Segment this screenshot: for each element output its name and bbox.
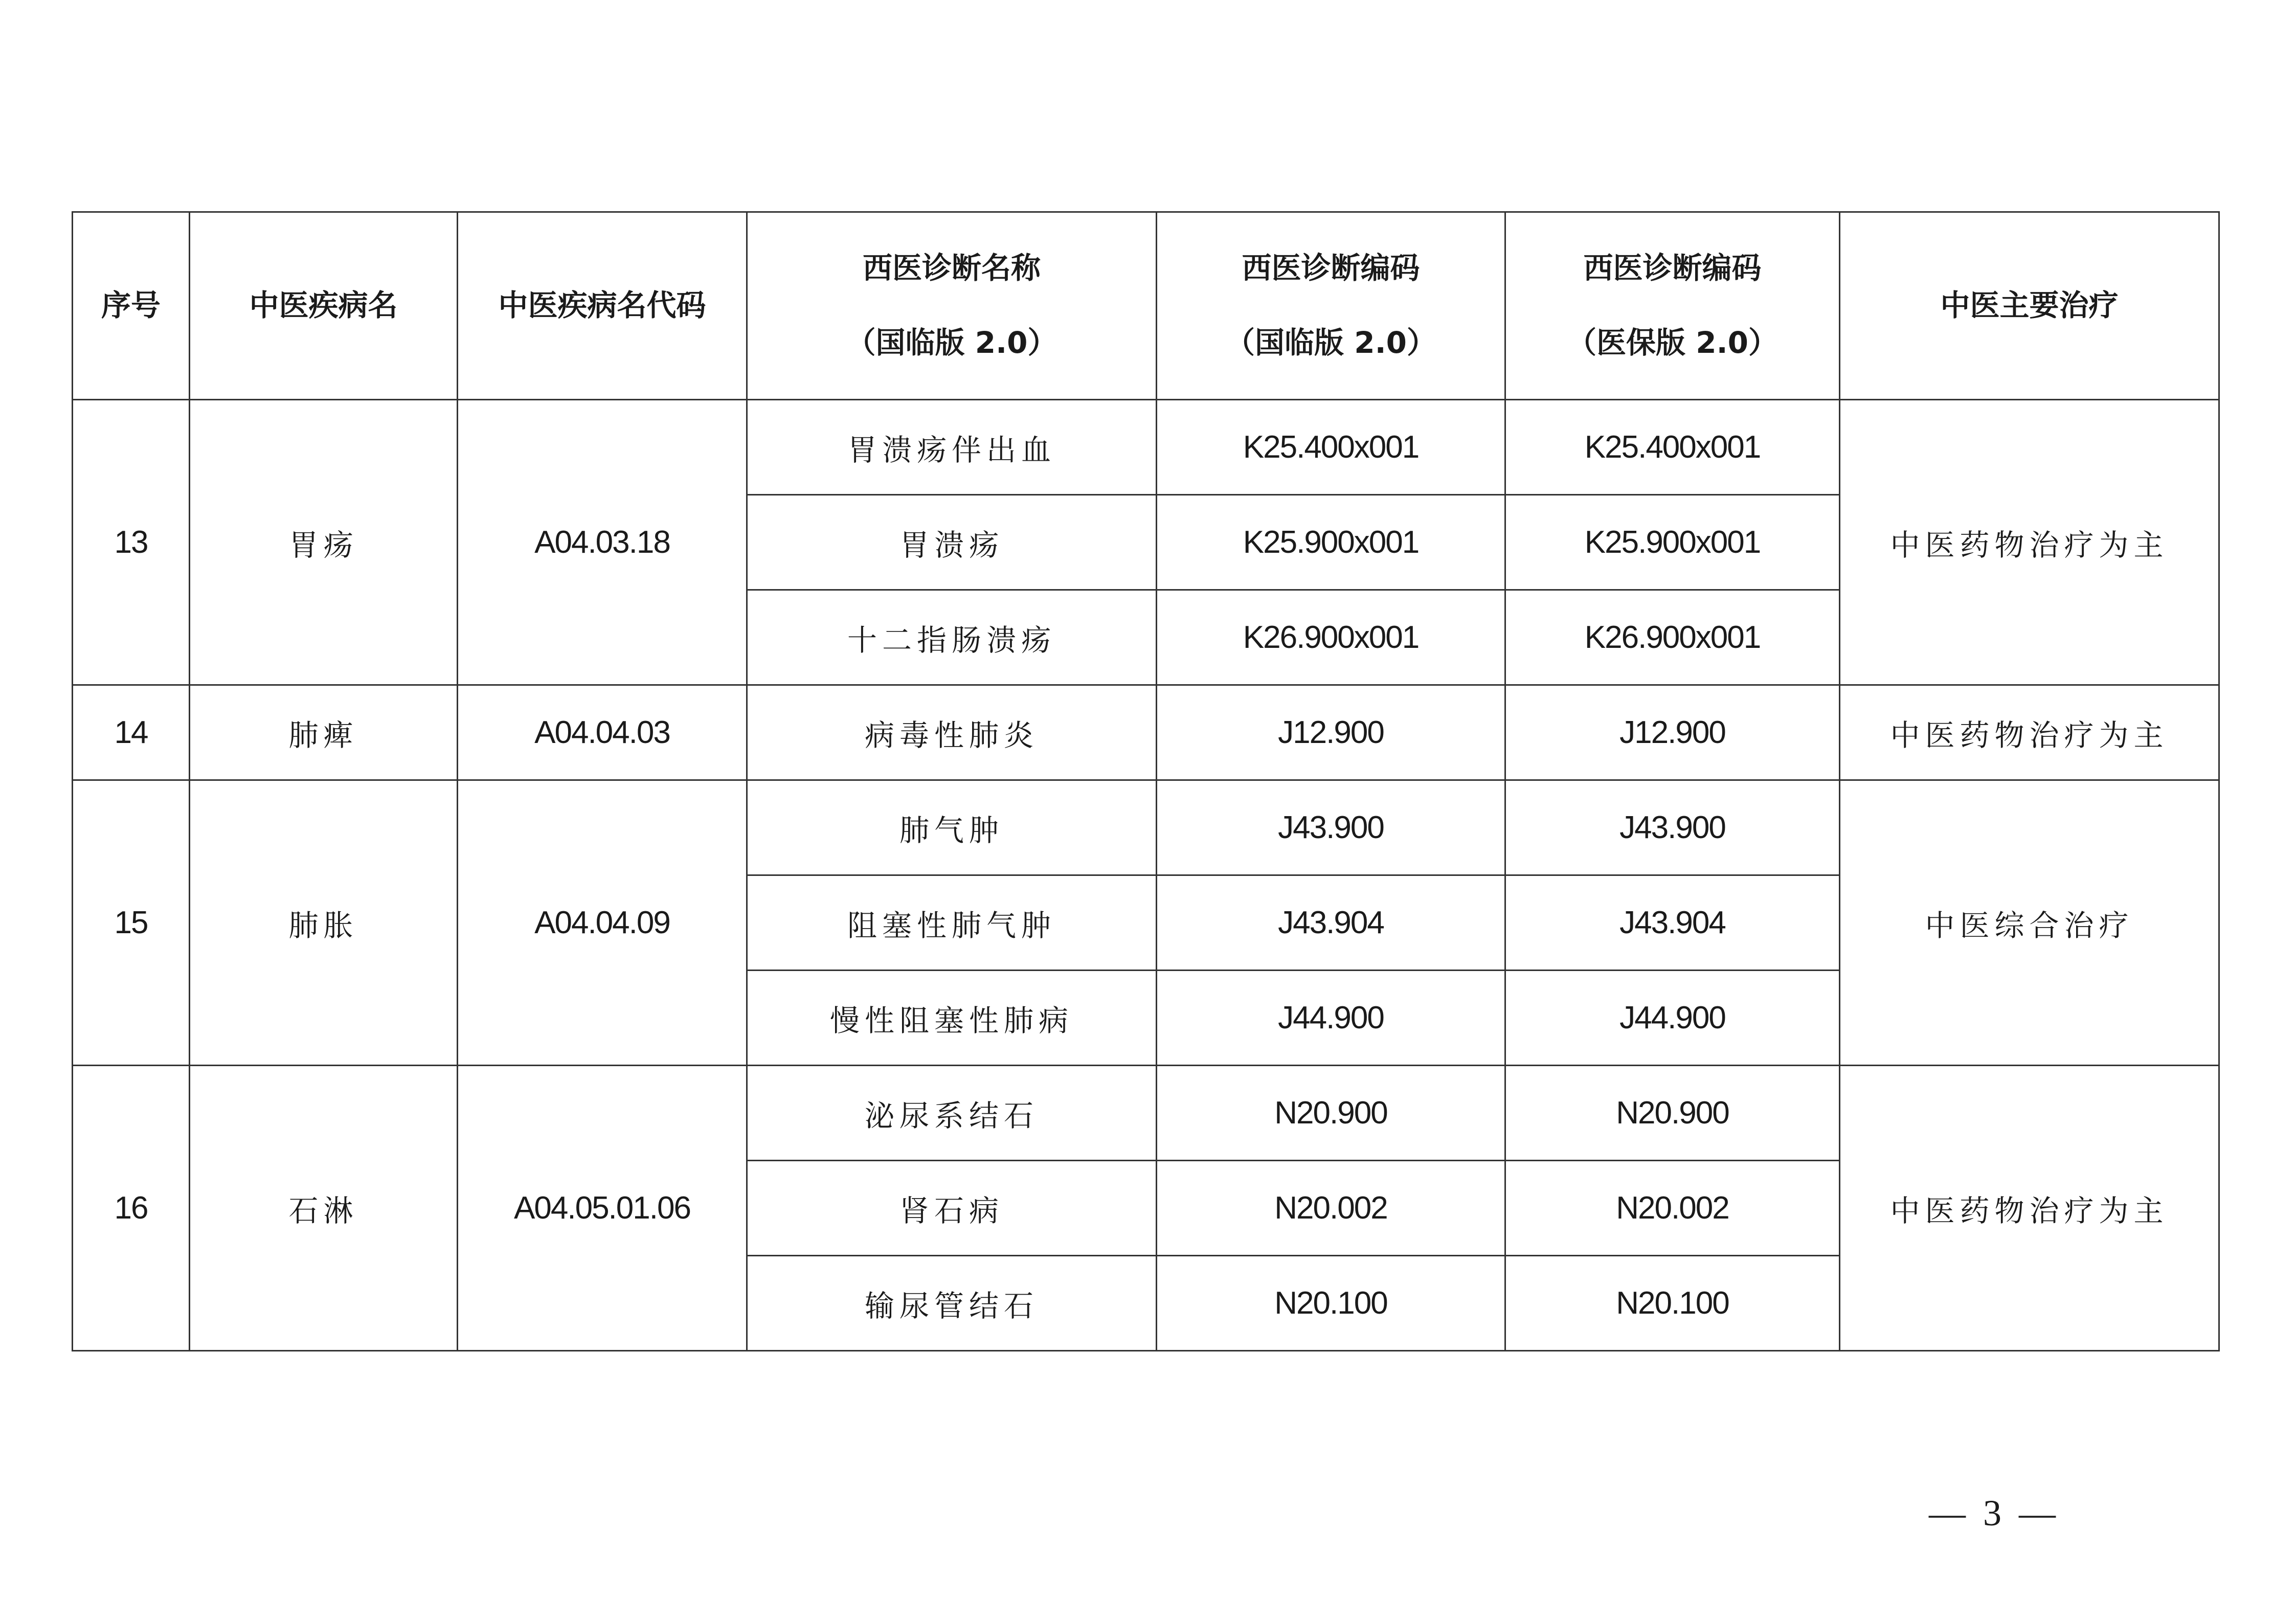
cell-treatment: 中医药物治疗为主	[1840, 685, 2219, 780]
table-row	[73, 780, 2219, 875]
cell-treatment: 中医综合治疗	[1840, 780, 2219, 1066]
header-seq: 序号	[73, 212, 190, 400]
cell-seq: 15	[73, 780, 190, 1066]
header-wm-name-line1: 西医诊断名称	[862, 251, 1041, 286]
header-tcm-code: 中医疾病名代码	[458, 212, 747, 400]
header-treatment: 中医主要治疗	[1840, 212, 2219, 400]
cell-tcm-name: 石淋	[190, 1066, 458, 1351]
cell-code-gl: K26.900x001	[1157, 590, 1505, 685]
cell-treatment: 中医药物治疗为主	[1840, 400, 2219, 685]
cell-code-yb: J44.900	[1505, 971, 1840, 1066]
cell-seq: 16	[73, 1066, 190, 1351]
cell-code-gl: N20.002	[1157, 1161, 1505, 1256]
cell-code-gl: J12.900	[1157, 685, 1505, 780]
cell-wm-name: 病毒性肺炎	[747, 685, 1157, 780]
cell-seq: 14	[73, 685, 190, 780]
header-row	[73, 212, 2219, 400]
cell-code-yb: J43.904	[1505, 875, 1840, 971]
cell-wm-name: 慢性阻塞性肺病	[747, 971, 1157, 1066]
cell-code-gl: K25.900x001	[1157, 495, 1505, 590]
cell-tcm-name: 肺胀	[190, 780, 458, 1066]
cell-code-gl: J43.904	[1157, 875, 1505, 971]
cell-code-yb: K25.400x001	[1505, 400, 1840, 495]
cell-tcm-code: A04.04.09	[458, 780, 747, 1066]
cell-tcm-name: 肺痺	[190, 685, 458, 780]
cell-code-gl: J43.900	[1157, 780, 1505, 875]
cell-code-yb: K25.900x001	[1505, 495, 1840, 590]
cell-code-gl: N20.900	[1157, 1066, 1505, 1161]
cell-wm-name: 肺气肿	[747, 780, 1157, 875]
cell-code-yb: J43.900	[1505, 780, 1840, 875]
table-row	[73, 1066, 2219, 1161]
header-wm-code-gl	[1157, 212, 1505, 400]
cell-wm-name: 十二指肠溃疡	[747, 590, 1157, 685]
cell-wm-name: 胃溃疡	[747, 495, 1157, 590]
header-wm-code-yb-line2: （医保版 2.0）	[1567, 325, 1778, 360]
cell-treatment: 中医药物治疗为主	[1840, 1066, 2219, 1351]
cell-wm-name: 泌尿系结石	[747, 1066, 1157, 1161]
header-wm-name	[747, 212, 1157, 400]
header-wm-code-yb	[1505, 212, 1840, 400]
cell-wm-name: 胃溃疡伴出血	[747, 400, 1157, 495]
cell-tcm-code: A04.03.18	[458, 400, 747, 685]
header-wm-code-gl-line2: （国临版 2.0）	[1225, 325, 1436, 360]
cell-tcm-code: A04.05.01.06	[458, 1066, 747, 1351]
cell-wm-name: 阻塞性肺气肿	[747, 875, 1157, 971]
table-row	[73, 400, 2219, 495]
cell-code-yb: N20.900	[1505, 1066, 1840, 1161]
cell-code-yb: N20.100	[1505, 1256, 1840, 1351]
cell-code-gl: J44.900	[1157, 971, 1505, 1066]
cell-code-gl: K25.400x001	[1157, 400, 1505, 495]
page-number: — 3 —	[1929, 1493, 2060, 1534]
cell-code-yb: J12.900	[1505, 685, 1840, 780]
cell-wm-name: 肾石病	[747, 1161, 1157, 1256]
cell-code-gl: N20.100	[1157, 1256, 1505, 1351]
diagnosis-table	[72, 211, 2220, 1351]
table-row	[73, 685, 2219, 780]
header-wm-name-line2: （国临版 2.0）	[846, 325, 1057, 360]
cell-code-yb: N20.002	[1505, 1161, 1840, 1256]
header-tcm-name: 中医疾病名	[190, 212, 458, 400]
cell-tcm-name: 胃疡	[190, 400, 458, 685]
cell-wm-name: 输尿管结石	[747, 1256, 1157, 1351]
cell-tcm-code: A04.04.03	[458, 685, 747, 780]
header-wm-code-gl-line1: 西医诊断编码	[1242, 251, 1420, 286]
cell-code-yb: K26.900x001	[1505, 590, 1840, 685]
cell-seq: 13	[73, 400, 190, 685]
header-wm-code-yb-line1: 西医诊断编码	[1583, 251, 1762, 286]
